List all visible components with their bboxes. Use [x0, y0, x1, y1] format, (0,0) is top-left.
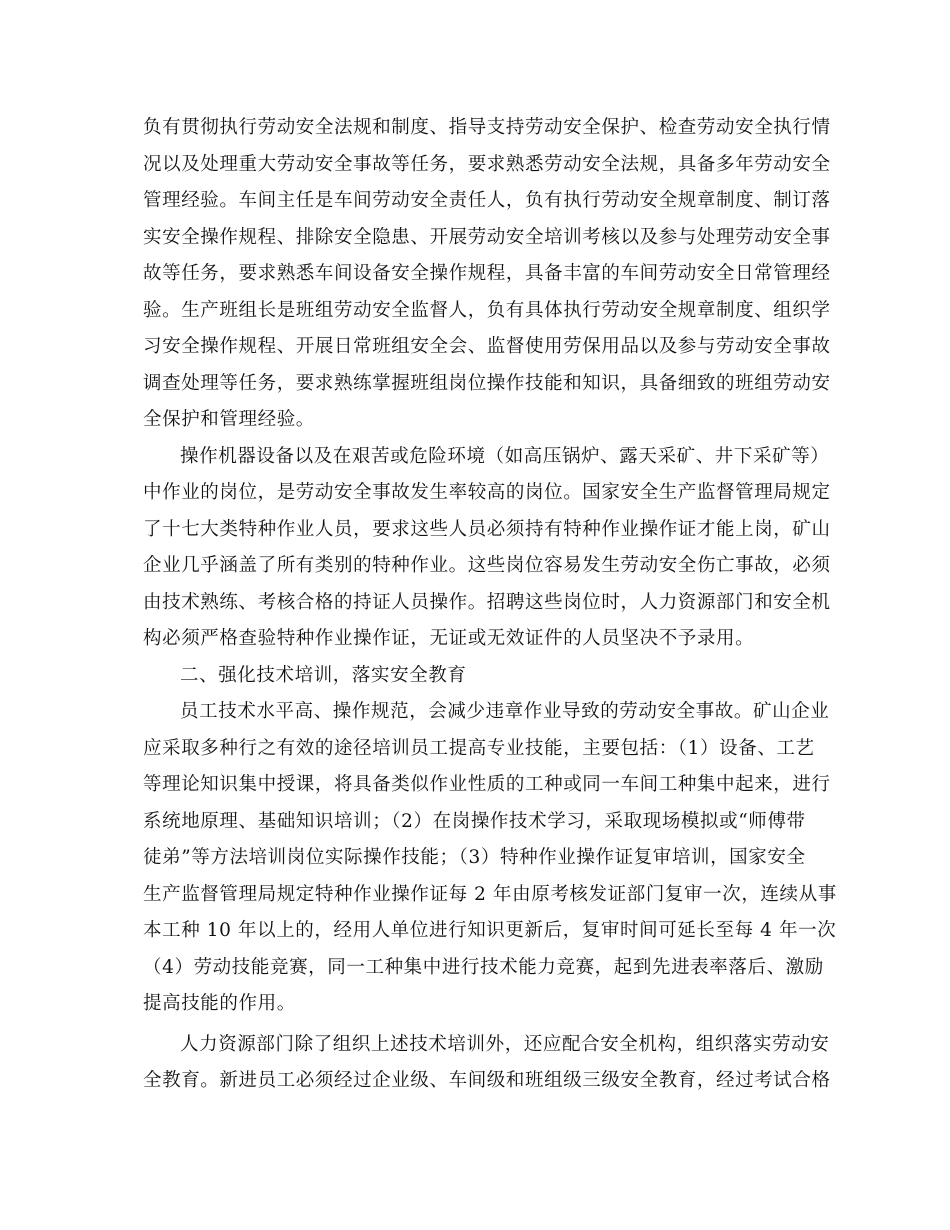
- text-line: 操作机器设备以及在艰苦或危险环境（如高压锅炉、露天采矿、井下采矿等）: [180, 445, 830, 467]
- text-line: （4）劳动技能竞赛，同一工种集中进行技术能力竞赛，起到先进表率落后、激励: [143, 956, 824, 978]
- text-line: 故等任务，要求熟悉车间设备安全操作规程，具备丰富的车间劳动安全日常管理经: [143, 263, 831, 284]
- text-line: 习安全操作规程、开展日常班组安全会、监督使用劳保用品以及参与劳动安全事故: [143, 336, 831, 357]
- text-line: 构必须严格查验特种作业操作证，无证或无效证件的人员坚决不予录用。: [143, 628, 755, 649]
- text-line: 了十七大类特种作业人员，要求这些人员必须持有特种作业操作证才能上岗，矿山: [143, 518, 831, 540]
- text-line: 调查处理等任务，要求熟练掌握班组岗位操作技能和知识，具备细致的班组劳动安: [143, 372, 831, 394]
- text-line: 全教育。新进员工必须经过企业级、车间级和班组级三级安全教育，经过考试合格: [143, 1070, 831, 1091]
- paragraph: [143, 439, 831, 658]
- paragraph: [143, 1027, 831, 1100]
- section-heading: [143, 658, 813, 695]
- text-line: 全保护和管理经验。: [143, 409, 315, 430]
- section-heading-text: 二、强化技术培训，落实安全教育: [180, 664, 467, 686]
- text-line: 管理经验。车间主任是车间劳动安全责任人，负有执行劳动安全规章制度、制订落: [143, 190, 831, 211]
- text-line: 员工技术水平高、操作规范，会减少违章作业导致的劳动安全事故。矿山企业: [180, 701, 830, 722]
- text-line: 等理论知识集中授课，将具备类似作业性质的工种或同一车间工种集中起来，进行: [143, 774, 831, 795]
- text-line: 实安全操作规程、排除安全隐患、开展劳动安全培训考核以及参与处理劳动安全事: [143, 226, 831, 248]
- text-line: 中作业的岗位，是劳动安全事故发生率较高的岗位。国家安全生产监督管理局规定: [143, 482, 831, 503]
- text-line: 验。生产班组长是班组劳动安全监督人，负有具体执行劳动安全规章制度、组织学: [143, 299, 831, 321]
- text-line: 人力资源部门除了组织上述技术培训外，还应配合安全机构，组织落实劳动安: [180, 1033, 830, 1055]
- text-line: 应采取多种行之有效的途径培训员工提高专业技能，主要包括：（1）设备、工艺: [143, 737, 815, 759]
- text-line: 系统地原理、基础知识培训；（2）在岗操作技术学习，采取现场模拟或“师傅带: [143, 810, 806, 832]
- text-line: 企业几乎涵盖了所有类别的特种作业。这些岗位容易发生劳动安全伤亡事故，必须: [143, 555, 831, 576]
- paragraph: [143, 694, 837, 1023]
- text-line: 由技术熟练、考核合格的持证人员操作。招聘这些岗位时，人力资源部门和安全机: [143, 591, 831, 613]
- text-line: 提高技能的作用。: [143, 993, 296, 1014]
- text-line: 况以及处理重大劳动安全事故等任务，要求熟悉劳动安全法规，具备多年劳动安全: [143, 153, 831, 175]
- text-line: 本工种 10 年以上的，经用人单位进行知识更新后，复审时间可延长至每 4 年一次: [143, 920, 837, 941]
- text-line: 徒弟”等方法培训岗位实际操作技能；（3）特种作业操作证复审培训，国家安全: [143, 847, 806, 868]
- document-body: [143, 110, 837, 1100]
- text-line: 生产监督管理局规定特种作业操作证每 2 年由原考核发证部门复审一次，连续从事: [143, 883, 837, 905]
- text-line: 负有贯彻执行劳动安全法规和制度、指导支持劳动安全保护、检查劳动安全执行情: [143, 117, 831, 138]
- paragraph: [143, 110, 831, 439]
